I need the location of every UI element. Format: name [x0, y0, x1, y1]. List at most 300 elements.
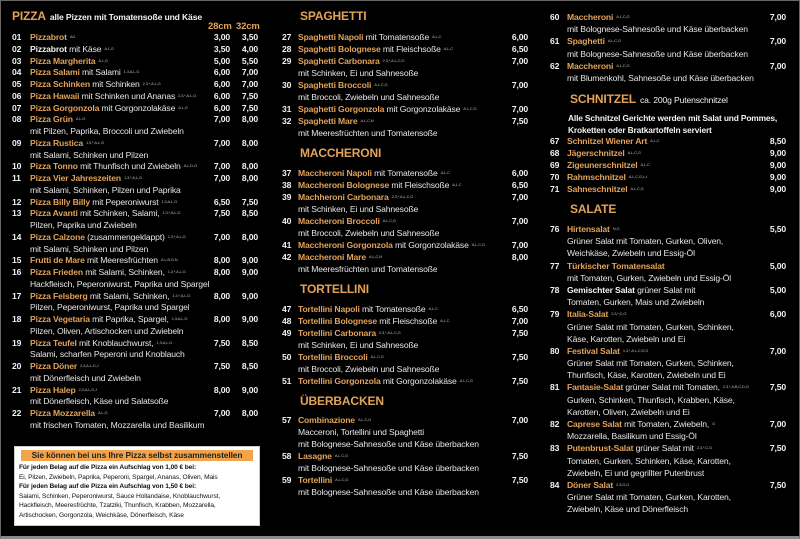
menu-item[interactable]: [282, 103, 528, 115]
allergen-codes: A,L,C,G: [627, 150, 641, 155]
menu-item[interactable]: [12, 254, 262, 266]
item-description: Grüner Salat mit Tomaten, Gurken, Karotten,: [567, 492, 731, 503]
menu-item[interactable]: [12, 384, 262, 396]
menu-item[interactable]: [550, 442, 788, 454]
item-number: 78: [550, 284, 560, 295]
item-name: Pizza Vegetaria: [30, 314, 90, 324]
item-name: Hirtensalat: [567, 224, 610, 234]
item-name: Pizza Schinken: [30, 79, 90, 89]
item-name: Tortellini: [298, 475, 333, 485]
extras-150eur-list-3: Artischocken, Gorgonzola, Weichkäse, Dönerfleisch, Käse: [19, 511, 184, 519]
item-description: Pilzen, Oliven, Artischocken und Zwiebeln: [30, 325, 184, 336]
extras-1eur-list: Ei, Pilzen, Zwiebeln, Paprika, Peperoni, Spargel, Ananas, Oliven, Mais: [19, 473, 218, 481]
pizza-list: [12, 31, 262, 431]
menu-item[interactable]: [550, 60, 788, 72]
menu-item[interactable]: [12, 337, 262, 349]
item-name: Putenbrust-Salat: [567, 443, 634, 454]
item-text: [567, 171, 748, 183]
menu-item[interactable]: [282, 239, 528, 251]
item-name: Pizzabrot: [30, 32, 67, 42]
item-description: mit Bolognese-Sahnesoße und Käse überbacken: [298, 487, 479, 497]
menu-item[interactable]: [12, 196, 262, 208]
item-text: [298, 191, 488, 203]
item-number: 20: [12, 361, 22, 371]
menu-item[interactable]: [12, 172, 262, 184]
tortellini-list: [282, 303, 528, 387]
item-description: mit Pilzen, Paprika, Broccoli und Zwiebeln: [30, 126, 184, 136]
allergen-codes: A,L,C,G: [616, 62, 630, 68]
item-description: mit Tomatensoße: [362, 304, 426, 314]
item-description: mit Paprika, Spargel,: [92, 314, 169, 324]
item-description-line: [282, 67, 528, 79]
menu-item[interactable]: [282, 191, 528, 203]
menu-item[interactable]: [282, 303, 528, 315]
item-price: 7,00: [511, 316, 528, 326]
allergen-codes: 1,3,*,A,L,G: [123, 175, 142, 180]
item-price: 9,00: [769, 184, 786, 194]
menu-item[interactable]: [550, 418, 788, 430]
menu-item[interactable]: [282, 414, 528, 426]
item-description-line: [12, 149, 262, 161]
item-text: [30, 78, 198, 90]
item-number: 22: [12, 408, 22, 418]
allergen-codes: A,L,C: [440, 318, 450, 323]
item-name: Spaghetti Napoli: [298, 32, 364, 42]
item-number: 37: [282, 168, 292, 178]
menu-item[interactable]: [12, 90, 262, 102]
extras-150eur-list-1: Salami, Schinken, Peperoniwurst, Sauce Hollandaise, Knoblauchwurst,: [19, 492, 221, 500]
menu-item[interactable]: [12, 66, 262, 78]
item-name: Machheroni Carbonara: [298, 192, 389, 202]
item-number: 17: [12, 290, 22, 301]
item-price: 7,50: [213, 337, 230, 348]
menu-item[interactable]: [12, 55, 262, 67]
item-description-line: [282, 462, 528, 474]
item-text: [30, 43, 198, 55]
item-description: Zwiebeln, Käse und Dönerfleisch: [567, 504, 688, 515]
item-description-line: [12, 278, 262, 290]
item-number: 51: [282, 376, 292, 386]
item-name: Frutti de Mare: [30, 255, 85, 266]
item-text: [567, 35, 748, 47]
menu-item[interactable]: [550, 381, 788, 393]
item-description-line: [550, 296, 788, 308]
item-price: 9,00: [241, 314, 258, 324]
item-text: [298, 450, 488, 462]
section-header-salate: SALATE: [570, 202, 617, 216]
item-number: 11: [12, 173, 21, 183]
item-description: mit Bolognese-Sahnesoße und Käse überbacken: [567, 48, 748, 59]
item-name: Pizza Avanti: [30, 208, 78, 219]
menu-item[interactable]: [12, 207, 262, 219]
allergen-codes: 1,3,*,A,L,G: [167, 233, 186, 239]
item-name: Italia-Salat: [567, 309, 609, 320]
allergen-codes: A,L,C: [440, 170, 450, 175]
item-description: mit Broccoli, Zwiebeln und Sahnesoße: [298, 92, 440, 102]
allergen-codes: 1,3,A,L,G: [171, 316, 188, 321]
allergen-codes: 2,3,*,A,B,C,D,G: [722, 384, 749, 390]
menu-item[interactable]: [550, 135, 788, 147]
item-name: Maccheroni Gorgonzola: [298, 240, 393, 250]
allergen-codes: 2,3,*,A,L,G: [142, 81, 161, 86]
item-description: mit Blumenkohl, Sahnesoße und Käse überbacken: [567, 72, 754, 83]
item-description-line: [550, 369, 788, 381]
menu-item[interactable]: [12, 313, 262, 325]
item-description-line: [12, 395, 262, 407]
section-header-tortellini: TORTELLINI: [300, 282, 369, 296]
item-description-line: [550, 357, 788, 369]
item-description: mit Gorgonzolakäse: [382, 376, 457, 386]
item-description: Grüner Salat mit Tomaten, Gurken, Schinken,: [567, 321, 734, 332]
menu-item[interactable]: [282, 327, 528, 339]
menu-item[interactable]: [282, 375, 528, 387]
menu-item[interactable]: [12, 160, 262, 172]
item-price: 8,00: [213, 267, 230, 277]
item-number: 09: [12, 137, 22, 148]
menu-item[interactable]: [12, 102, 262, 114]
item-number: 16: [12, 267, 22, 277]
menu-item[interactable]: [550, 260, 788, 272]
item-name: Türkischer Tomatensalat: [567, 260, 665, 271]
menu-item[interactable]: [12, 290, 262, 302]
item-price: 8,00: [213, 255, 230, 266]
item-name: Spaghetti Mare: [298, 116, 358, 126]
item-description-line: [282, 127, 528, 139]
menu-item[interactable]: [550, 11, 788, 23]
item-number: 69: [550, 160, 560, 170]
item-number: 18: [12, 314, 22, 324]
item-name: Spaghetti Bolognese: [298, 44, 381, 54]
schnitzel-note-1: Alle Schnitzel Gerichte werden mit Salat und Pommes,: [568, 113, 778, 123]
item-description-line: [550, 503, 788, 515]
item-name: Tortellini Bolognese: [298, 316, 377, 326]
item-text: [567, 11, 748, 23]
item-name: Maccheroni: [567, 12, 614, 22]
item-description: mit Tomatensoße: [365, 32, 430, 42]
item-text: [30, 196, 198, 208]
menu-item[interactable]: [550, 171, 788, 183]
allergen-codes: A,L,G: [75, 116, 86, 122]
item-description: mit Schinken, Ei und Sahnesoße: [298, 68, 419, 78]
menu-item[interactable]: [282, 179, 528, 191]
item-description: Grüner Salat mit Tomaten, Gurken, Oliven,: [567, 236, 724, 247]
item-price: 6,50: [511, 304, 528, 314]
item-text: [30, 160, 198, 172]
item-price: 8,00: [213, 290, 230, 301]
item-name: Sahneschnitzel: [567, 184, 628, 194]
item-description: Tomaten, Gurken, Mais und Zwiebeln: [567, 297, 705, 308]
item-price: 6,00: [511, 32, 528, 42]
allergen-codes: A,L,G: [104, 45, 114, 51]
schnitzel-title: SCHNITZEL: [570, 92, 636, 106]
item-price: 6,00: [213, 90, 230, 101]
item-number: 15: [12, 255, 22, 266]
custom-pizza-box: [14, 446, 260, 526]
item-text: [567, 381, 748, 393]
menu-item[interactable]: [282, 315, 528, 327]
item-name: Pizza Teufel: [30, 337, 77, 348]
item-description: mit Knoblauchwurst,: [79, 337, 154, 348]
item-description: Tomaten, Gurken, Schinken, Käse, Karotten,: [567, 455, 731, 466]
menu-item[interactable]: [12, 113, 262, 125]
item-description: mit Schinken, Salami,: [79, 208, 160, 219]
item-price: 7,50: [213, 361, 230, 371]
item-name: Schnitzel Wiener Art: [567, 136, 648, 146]
item-price: 7,00: [511, 216, 528, 226]
item-name: Pizza Mozzarella: [30, 408, 95, 418]
size-32cm: 32cm: [236, 21, 260, 32]
maccheroni-list: [282, 167, 528, 275]
allergen-codes: A,L,C,G: [334, 453, 349, 458]
item-text: [567, 308, 748, 320]
item-text: [298, 414, 488, 426]
item-number: 84: [550, 479, 560, 490]
item-price: 8,00: [241, 161, 258, 172]
schnitzel-note-2: Kroketten oder Bratkartoffeln serviert: [568, 125, 712, 135]
ueberbacken-list: [282, 414, 528, 498]
item-price: 5,00: [213, 55, 230, 66]
item-description-line: [12, 301, 262, 313]
item-description: Käse, Karotten, Zwiebeln und Ei: [567, 333, 686, 344]
item-description: Zwiebeln, Ei und gegrillter Putenbrust: [567, 467, 705, 478]
menu-item[interactable]: [12, 360, 262, 372]
item-description: mit Bolognese-Sahnesoße und Käse überbacken: [298, 463, 479, 473]
allergen-codes: A,L,C,G: [370, 354, 384, 359]
item-price: 6,50: [511, 44, 528, 54]
item-price: 7,00: [769, 419, 786, 429]
menu-item[interactable]: [12, 78, 262, 90]
extras-150eur-heading: Für jeden Belag auf die Pizza ein Aufschlag von 1,50 € bei:: [19, 483, 197, 491]
item-price: 7,00: [511, 56, 528, 66]
menu-item[interactable]: [282, 474, 528, 486]
item-description-line: [282, 426, 528, 438]
allergen-codes: 2,3,*,C,G: [696, 445, 712, 451]
allergen-codes: A,L,B,G,N: [160, 257, 178, 263]
item-text: [30, 337, 198, 349]
item-price: 7,00: [769, 36, 786, 47]
menu-item[interactable]: [282, 79, 528, 91]
menu-item[interactable]: [550, 284, 788, 296]
item-description-line: [282, 438, 528, 450]
allergen-codes: G: [712, 421, 716, 426]
item-name: Pizza Vier Jahreszeiten: [30, 173, 121, 183]
menu-item[interactable]: [282, 55, 528, 67]
item-price: 8,50: [241, 208, 258, 219]
menu-item[interactable]: [550, 223, 788, 235]
item-price: 6,00: [769, 309, 786, 320]
menu-item[interactable]: [550, 183, 788, 195]
allergen-codes: A,L,C: [428, 306, 438, 311]
item-description: mit Peperoniwurst: [92, 196, 159, 207]
allergen-codes: A,L,C: [452, 182, 462, 187]
item-number: 76: [550, 224, 560, 234]
allergen-codes: 2,3,*,A,L,G: [178, 92, 197, 98]
menu-item[interactable]: [282, 450, 528, 462]
menu-item[interactable]: [550, 35, 788, 47]
item-text: [567, 345, 748, 357]
item-text: [567, 442, 748, 454]
menu-item[interactable]: [282, 251, 528, 263]
item-name: Tortellini Napoli: [298, 304, 360, 314]
item-price: 7,00: [511, 240, 528, 250]
item-number: 79: [550, 309, 560, 320]
item-description: mit Schinken, Ei und Sahnesoße: [298, 340, 419, 350]
item-price: 7,00: [511, 80, 528, 90]
menu-item[interactable]: [550, 308, 788, 320]
item-number: 21: [12, 384, 22, 395]
item-price: 6,00: [213, 79, 230, 89]
item-name: Maccheroni Napoli: [298, 168, 372, 178]
allergen-codes: A,L,C,G: [357, 417, 372, 422]
item-price: 7,50: [769, 382, 786, 393]
menu-item[interactable]: [282, 215, 528, 227]
item-description: mit frischen Tomaten, Mozzarella und Basilikum: [30, 419, 205, 430]
item-description: mit Salami, Schinken,: [89, 290, 170, 301]
item-price: 9,00: [241, 255, 258, 266]
item-name: Spaghetti: [567, 36, 605, 47]
item-number: 07: [12, 102, 22, 113]
item-number: 08: [12, 114, 22, 125]
allergen-codes: A,L,G: [98, 57, 108, 63]
item-price: 5,50: [769, 224, 786, 234]
menu-item[interactable]: [282, 31, 528, 43]
item-text: [30, 231, 198, 243]
item-number: 03: [12, 55, 22, 66]
item-description-line: [550, 247, 788, 259]
item-description-line: [12, 325, 262, 337]
item-number: 58: [282, 451, 292, 461]
menu-item[interactable]: [550, 159, 788, 171]
allergen-codes: 2,3,*,A,L,C,G: [391, 194, 414, 199]
item-price: 8,00: [241, 231, 258, 242]
item-description: grüner Salat mit Tomaten,: [625, 382, 720, 393]
item-text: [567, 159, 748, 171]
item-name: Maccheroni Mare: [298, 252, 366, 262]
item-price: 7,50: [241, 102, 258, 113]
item-description: mit Dönerfleisch, Käse und Salatsoße: [30, 396, 169, 407]
item-description: mit Schinken: [92, 79, 140, 89]
item-description: grüner Salat mit: [637, 284, 696, 295]
menu-item[interactable]: [12, 137, 262, 149]
item-description-line: [550, 406, 788, 418]
menu-item[interactable]: [12, 231, 262, 243]
menu-item[interactable]: [12, 31, 262, 43]
item-name: Combinazione: [298, 415, 355, 425]
item-number: 80: [550, 345, 560, 356]
item-price: 6,50: [511, 180, 528, 190]
item-name: Spaghetti Broccoli: [298, 80, 372, 90]
item-description: Grüner Salat mit Tomaten, Gurken, Schinken,: [567, 358, 734, 369]
item-number: 32: [282, 116, 292, 126]
item-text: [30, 113, 198, 125]
item-description: Weichkäse, Zwiebeln und Essig-Öl: [567, 248, 695, 259]
item-number: 50: [282, 352, 292, 362]
item-price: 7,50: [769, 479, 786, 490]
item-description-line: [12, 419, 262, 431]
item-name: Pizza Hawaii: [30, 90, 80, 101]
item-text: [30, 172, 198, 184]
item-number: 02: [12, 43, 22, 54]
item-name: Tortellini Carbonara: [298, 328, 377, 338]
item-description: mit Schinken, Ei und Sahnesoße: [298, 204, 419, 214]
item-text: [567, 135, 748, 147]
item-number: 67: [550, 136, 560, 146]
menu-item[interactable]: [550, 345, 788, 357]
item-number: 14: [12, 231, 22, 242]
menu-item[interactable]: [12, 407, 262, 419]
item-price: 8,00: [213, 314, 230, 324]
item-text: [298, 474, 488, 486]
allergen-codes: 2,3,*,A,L,C,G: [379, 330, 401, 335]
item-text: [30, 137, 198, 149]
item-description-line: [282, 227, 528, 239]
allergen-codes: A,L,C,G,L,I: [628, 174, 647, 179]
allergen-codes: A,L,C,G: [374, 82, 388, 87]
item-number: 30: [282, 80, 292, 90]
item-price: 6,50: [213, 196, 230, 207]
item-number: 49: [282, 328, 292, 338]
item-price: 7,00: [213, 137, 230, 148]
item-text: [30, 90, 198, 102]
item-price: 7,00: [241, 67, 258, 78]
item-price: 8,00: [213, 384, 230, 395]
pizza-subtitle: alle Pizzen mit Tomatensoße und Käse: [49, 12, 202, 22]
item-name: Pizza Billy Billy: [30, 196, 91, 207]
item-price: 9,00: [241, 384, 258, 395]
item-description: Pilzen, Peperoniwurst, Paprika und Spargel: [30, 302, 190, 313]
item-price: 8,00: [241, 408, 258, 418]
menu-item[interactable]: [550, 147, 788, 159]
item-text: [298, 79, 488, 91]
item-description: mit Bolognese-Sahnesoße und Käse überbacken: [298, 439, 479, 449]
extras-1eur-heading: Für jeden Belag auf die Pizza ein Aufschlag von 1,00 € bei:: [19, 464, 197, 471]
item-name: Pizza Salami: [30, 67, 80, 78]
menu-item[interactable]: [282, 167, 528, 179]
menu-item[interactable]: [12, 43, 262, 55]
menu-item[interactable]: [550, 479, 788, 491]
allergen-codes: 1,3,*,A,L,G: [85, 139, 104, 145]
item-description: mit Fleischsoße: [379, 316, 438, 326]
item-description: (zusammengeklappt): [87, 231, 165, 242]
item-text: [30, 254, 198, 266]
item-price: 6,00: [213, 67, 230, 78]
menu-item[interactable]: [282, 43, 528, 55]
item-name: Pizza Halep: [30, 384, 76, 395]
item-price: 7,50: [511, 451, 528, 461]
item-text: [298, 351, 488, 363]
allergen-codes: 2,3,*,A,L,C,G: [382, 58, 405, 63]
item-price: 8,00: [511, 252, 528, 262]
menu-item[interactable]: [282, 115, 528, 127]
item-number: 60: [550, 12, 560, 22]
menu-item[interactable]: [12, 266, 262, 278]
item-number: 27: [282, 32, 292, 42]
item-description: mit Tomaten, Gurken, Zwiebeln und Essig-Öl: [567, 272, 732, 283]
allergen-codes: 1,3,*,A,L,C,D,G: [622, 347, 649, 353]
item-text: [567, 260, 748, 272]
item-price: 7,00: [213, 114, 230, 125]
item-description: mit Salami, Schinken und Pilzen: [30, 149, 149, 160]
extras-150eur-list-2: Hackfleisch, Meeresfrüchte, Tzatziki, Thunfisch, Krabben, Mozzarella,: [19, 502, 216, 510]
item-price: 5,00: [769, 284, 786, 295]
item-number: 59: [282, 475, 292, 485]
menu-item[interactable]: [282, 351, 528, 363]
item-description-line: [550, 455, 788, 467]
item-description: mit Gorgonzolakäse: [394, 240, 469, 250]
allergen-codes: 1,3,A,L,G: [156, 339, 173, 345]
allergen-codes: 2,3,A,L,G,J: [80, 363, 99, 368]
item-description: Thunfisch, Käse, Karotten, Zwiebeln und Ei: [567, 370, 726, 381]
